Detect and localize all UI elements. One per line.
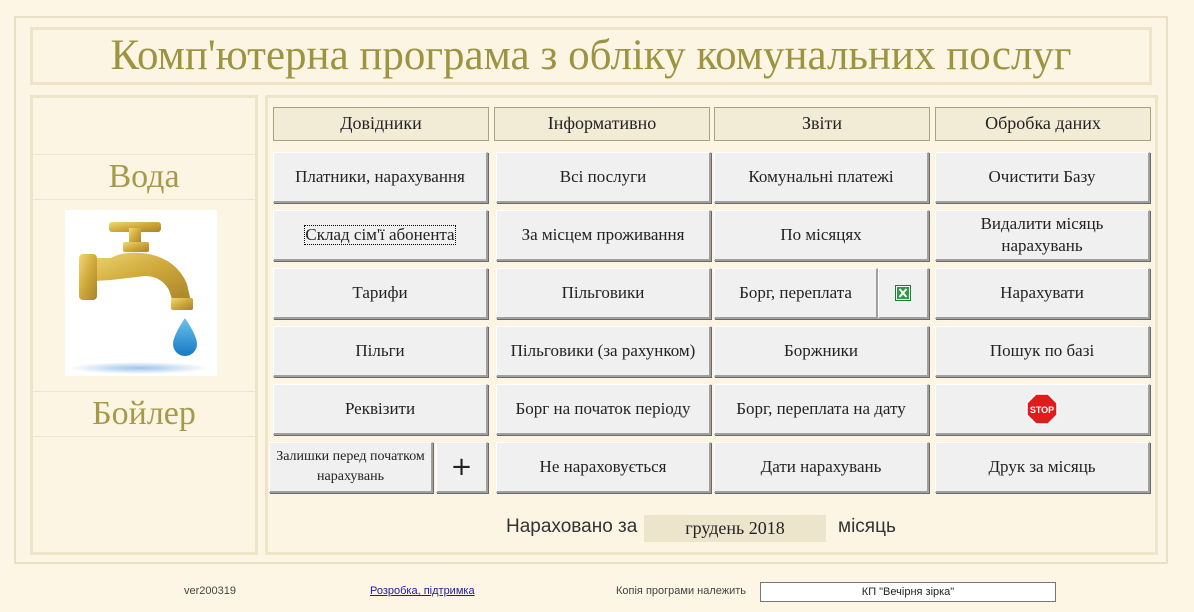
tariffs-button[interactable] [273,268,488,319]
by-residence-button[interactable] [496,210,711,261]
support-link[interactable]: Розробка, підтримка [370,585,475,597]
stop-sign-icon [1026,393,1058,425]
clear-database-label: Очистити Базу [988,167,1096,186]
delete-month-button[interactable] [935,210,1150,261]
benefits-button[interactable] [273,326,488,377]
title-banner [30,27,1152,85]
charge-dates-button[interactable] [714,442,929,493]
all-services-button[interactable] [496,152,711,203]
header-dovidnyky: Довідники [273,107,489,141]
clear-database-button[interactable] [935,152,1150,203]
header-obrobka: Обробка даних [935,107,1151,141]
calculate-button[interactable] [935,268,1150,319]
requisites-label: Реквізити [344,399,416,418]
by-residence-label: За місцем проживання [521,225,685,244]
opening-debt-label: Борг на початок періоду [515,399,691,418]
water-drop-icon [173,318,197,356]
opening-balances-label: Залишки перед початком нарахувань [276,449,425,484]
benefits-label: Пільги [355,341,405,360]
debt-overpayment-button[interactable] [714,268,878,319]
charge-dates-label: Дати нарахувань [760,457,882,476]
left-panel [30,95,258,555]
utility-payments-button[interactable] [714,152,929,203]
all-services-label: Всі послуги [559,167,647,186]
search-database-label: Пошук по базі [989,341,1095,360]
owner-field[interactable]: КП "Вечірня зірка" [760,582,1056,602]
family-composition-label: Склад сім'ї абонента [305,225,455,244]
add-button[interactable] [436,442,488,493]
header-zvity: Звіти [714,107,930,141]
opening-balances-button[interactable] [269,442,433,493]
app-title: Комп'ютерна програма з обліку комунальних послуг [110,32,1072,79]
print-month-label: Друк за місяць [988,457,1096,476]
stop-sign-text: STOP [1029,405,1055,415]
plus-icon: + [450,452,473,482]
excel-icon [895,285,911,301]
debt-on-date-button[interactable] [714,384,929,435]
debt-on-date-label: Борг, переплата на дату [736,399,906,418]
debt-overpayment-label: Борг, переплата [739,283,852,302]
calculate-label: Нарахувати [1000,283,1084,302]
payers-charges-label: Платники, нарахування [295,167,465,186]
period-value[interactable]: грудень 2018 [644,515,826,542]
by-months-button[interactable] [714,210,929,261]
faucet-icon[interactable] [65,210,217,376]
payers-charges-button[interactable] [273,152,488,203]
search-database-button[interactable] [935,326,1150,377]
header-informatyvno: Інформативно [494,107,710,141]
owner-label: Копія програми належить [616,585,747,597]
beneficiaries-label: Пільговики [561,283,645,302]
stop-button[interactable] [935,384,1150,435]
boiler-label[interactable]: Бойлер [33,391,255,437]
debtors-label: Боржники [783,341,859,360]
version-label: ver200319 [184,585,236,597]
tariffs-label: Тарифи [352,283,408,302]
family-composition-button[interactable] [273,210,488,261]
export-excel-button[interactable] [878,268,929,319]
requisites-button[interactable] [273,384,488,435]
beneficiaries-by-account-button[interactable] [496,326,711,377]
opening-debt-button[interactable] [496,384,711,435]
not-charged-label: Не нараховується [539,457,667,476]
water-label[interactable]: Вода [33,154,255,200]
beneficiaries-by-account-label: Пільговики (за рахунком) [510,341,696,360]
period-prefix: Нараховано за [506,516,638,537]
period-suffix: місяць [838,516,896,537]
debtors-button[interactable] [714,326,929,377]
utility-payments-label: Комунальні платежі [748,167,894,186]
delete-month-label: Видалити місяць нарахувань [980,214,1104,255]
beneficiaries-button[interactable] [496,268,711,319]
not-charged-button[interactable] [496,442,711,493]
by-months-label: По місяцях [780,225,862,244]
print-month-button[interactable] [935,442,1150,493]
